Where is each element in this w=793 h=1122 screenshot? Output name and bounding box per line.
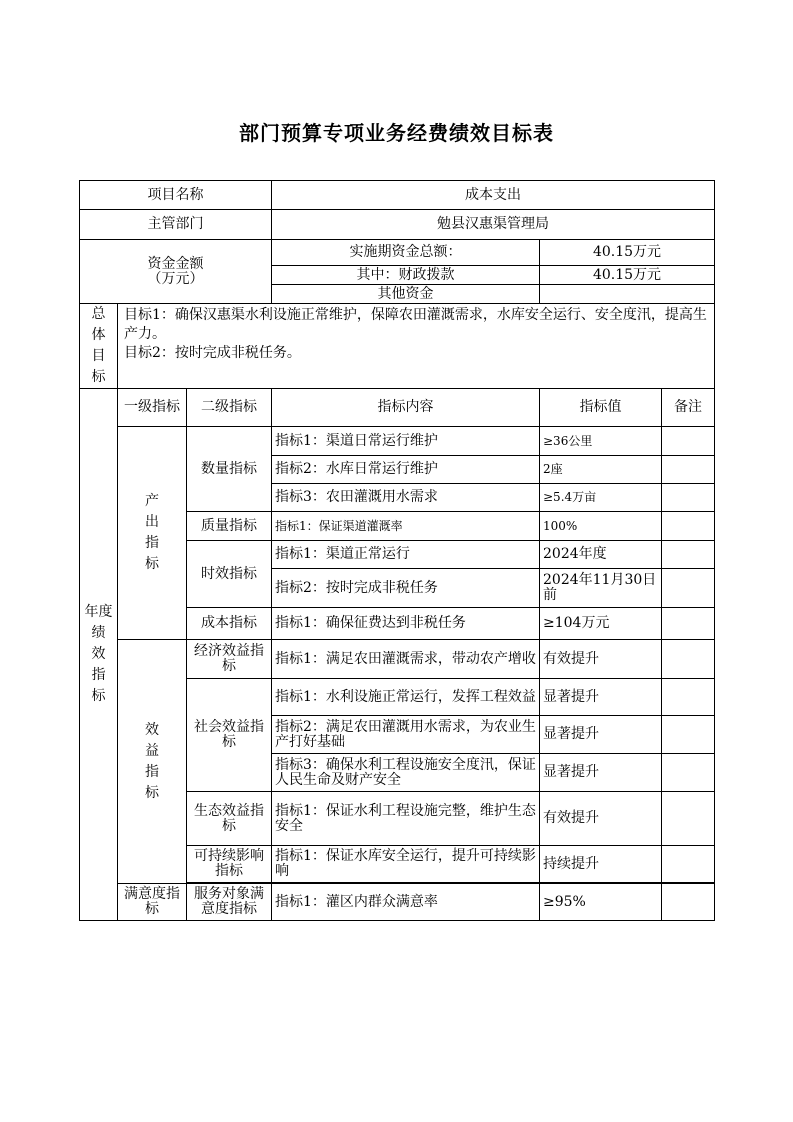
funds-label-cell xyxy=(80,240,272,304)
indicator-remark xyxy=(662,427,715,456)
overall-char: 体 xyxy=(91,327,106,343)
page-title: 部门预算专项业务经费绩效目标表 xyxy=(239,121,554,145)
funds-fiscal-label: 其中：财政拨款 xyxy=(272,266,540,285)
indicator-content: 指标3：农田灌溉用水需求 xyxy=(272,484,540,512)
output-char: 指 xyxy=(145,535,159,551)
indicator-value: ≥5.4万亩 xyxy=(540,484,662,512)
indicator-remark xyxy=(662,541,715,569)
output-char: 标 xyxy=(145,556,159,572)
indicator-content: 指标2：满足农田灌溉用水需求，为农业生产打好基础 xyxy=(272,716,540,754)
indicator-remark xyxy=(662,569,715,608)
indicator-value: 有效提升 xyxy=(540,640,662,679)
output-char: 产 xyxy=(145,493,159,509)
indicator-remark xyxy=(662,484,715,512)
indicator-value: 有效提升 xyxy=(540,792,662,846)
department-label: 主管部门 xyxy=(80,210,272,240)
benefit-char: 益 xyxy=(145,742,159,759)
indicator-content: 指标1：保证水库安全运行，提升可持续影响 xyxy=(272,846,540,883)
indicator-content: 指标1：水利设施正常运行，发挥工程效益 xyxy=(272,679,540,716)
indicator-value: ≥36公里 xyxy=(540,427,662,456)
indicator-content: 指标1：渠道正常运行 xyxy=(272,541,540,569)
funds-other-value xyxy=(540,285,715,304)
overall-goal-2: 目标2：按时完成非税任务。 xyxy=(124,345,301,361)
sustainable-indicator-label: 可持续影响指标 xyxy=(187,846,272,883)
indicator-value: 持续提升 xyxy=(540,846,662,883)
funds-unit: （万元） xyxy=(147,270,204,287)
header-remark: 备注 xyxy=(662,389,715,427)
department-value: 勉县汉惠渠管理局 xyxy=(272,210,715,240)
benefit-char: 效 xyxy=(145,721,159,738)
overall-char: 总 xyxy=(91,306,106,322)
overall-goal-text xyxy=(118,304,715,389)
indicator-value: 2座 xyxy=(540,456,662,484)
benefit-char: 指 xyxy=(145,763,159,780)
header-value: 指标值 xyxy=(540,389,662,427)
indicator-remark xyxy=(662,640,715,679)
satisfaction-indicator-label: 满意度指标 xyxy=(118,884,187,921)
overall-goal-label xyxy=(80,304,118,389)
indicator-remark xyxy=(662,792,715,846)
header-content: 指标内容 xyxy=(272,389,540,427)
indicator-content: 指标2：水库日常运行维护 xyxy=(272,456,540,484)
service-satisfaction-label: 服务对象满意度指标 xyxy=(187,884,272,921)
project-name-label: 项目名称 xyxy=(80,181,272,210)
annual-char: 标 xyxy=(91,688,106,704)
quality-indicator-label: 质量指标 xyxy=(187,512,272,541)
annual-char: 指 xyxy=(91,667,106,683)
indicator-remark xyxy=(662,456,715,484)
indicator-value: 2024年度 xyxy=(540,541,662,569)
funds-fiscal-value: 40.15万元 xyxy=(540,266,715,285)
indicator-value: ≥95% xyxy=(540,884,662,921)
timeliness-indicator-label: 时效指标 xyxy=(187,541,272,608)
ecological-indicator-label: 生态效益指标 xyxy=(187,792,272,846)
indicator-value: 显著提升 xyxy=(540,679,662,716)
project-name-value: 成本支出 xyxy=(272,181,715,210)
annual-char: 绩 xyxy=(91,625,106,641)
indicator-remark xyxy=(662,846,715,883)
overall-goal-1: 目标1：确保汉惠渠水利设施正常维护，保障农田灌溉需求，水库安全运行、安全度汛，提高生产力。 xyxy=(124,307,707,342)
indicator-remark xyxy=(662,512,715,541)
indicator-content: 指标1：满足农田灌溉需求，带动农产增收 xyxy=(272,640,540,679)
economic-indicator-label: 经济效益指标 xyxy=(187,640,272,679)
output-indicator-label xyxy=(118,427,187,640)
cost-indicator-label: 成本指标 xyxy=(187,608,272,640)
annual-char: 效 xyxy=(91,646,106,662)
annual-indicator-label xyxy=(80,389,118,921)
indicator-content: 指标1：渠道日常运行维护 xyxy=(272,427,540,456)
social-indicator-label: 社会效益指标 xyxy=(187,679,272,792)
funds-other-label: 其他资金 xyxy=(272,285,540,304)
header-level2: 二级指标 xyxy=(187,389,272,427)
indicator-remark xyxy=(662,608,715,640)
indicator-content: 指标1：确保征费达到非税任务 xyxy=(272,608,540,640)
indicator-remark xyxy=(662,716,715,754)
indicator-content: 指标3：确保水利工程设施安全度汛，保证人民生命及财产安全 xyxy=(272,754,540,792)
indicator-value: ≥104万元 xyxy=(540,608,662,640)
indicator-content: 指标1：保证水利工程设施完整，维护生态安全 xyxy=(272,792,540,846)
header-level1: 一级指标 xyxy=(118,389,187,427)
indicator-content: 指标1：灌区内群众满意率 xyxy=(272,884,540,921)
benefit-char: 标 xyxy=(145,784,159,801)
performance-target-table xyxy=(79,180,715,921)
indicator-remark xyxy=(662,754,715,792)
benefit-indicator-label xyxy=(118,640,187,884)
funds-total-value: 40.15万元 xyxy=(540,240,715,266)
indicator-value: 2024年11月30日前 xyxy=(540,569,662,608)
quantity-indicator-label: 数量指标 xyxy=(187,427,272,512)
indicator-value: 显著提升 xyxy=(540,716,662,754)
funds-label: 资金金额 xyxy=(147,255,204,272)
overall-char: 标 xyxy=(91,369,106,385)
indicator-remark xyxy=(662,884,715,921)
overall-char: 目 xyxy=(91,348,106,364)
funds-total-label: 实施期资金总额： xyxy=(272,240,540,266)
output-char: 出 xyxy=(145,514,159,530)
indicator-content: 指标2：按时完成非税任务 xyxy=(272,569,540,608)
indicator-value: 显著提升 xyxy=(540,754,662,792)
indicator-value: 100% xyxy=(540,512,662,541)
indicator-content: 指标1：保证渠道灌溉率 xyxy=(272,512,540,541)
annual-char: 年度 xyxy=(84,604,113,620)
indicator-remark xyxy=(662,679,715,716)
